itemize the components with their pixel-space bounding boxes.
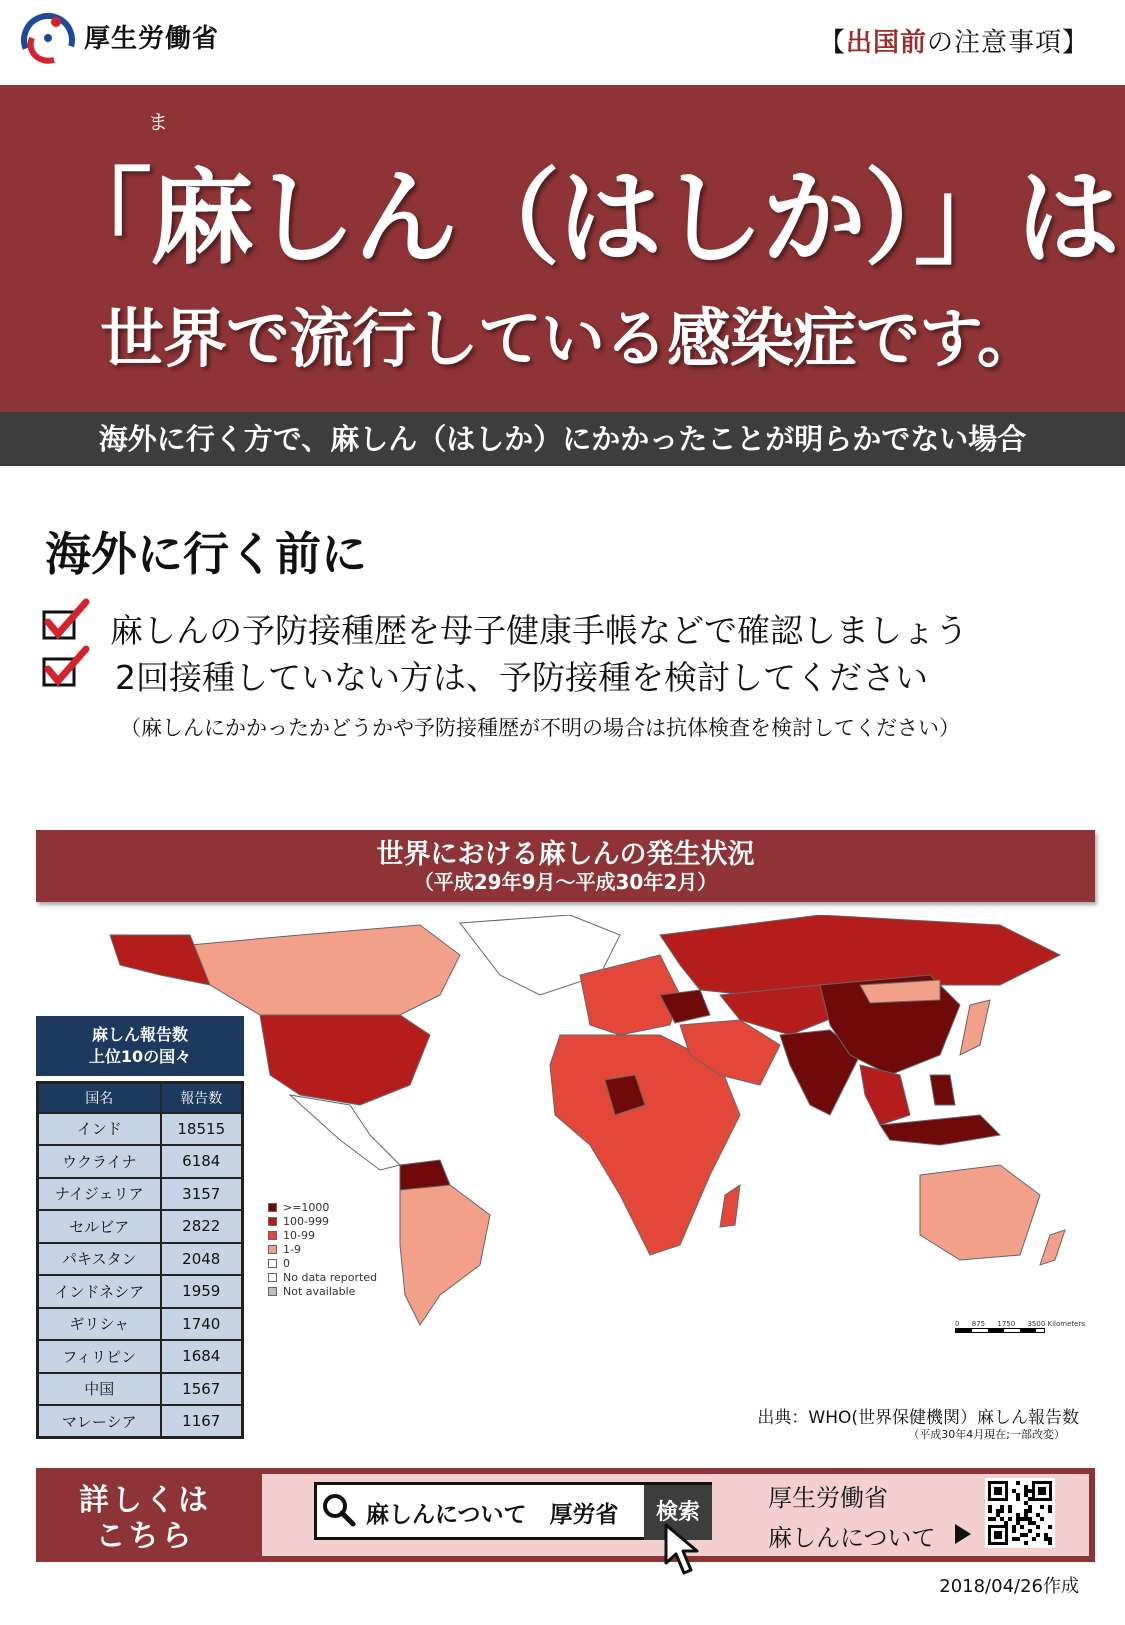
legend-swatch bbox=[268, 1217, 277, 1226]
table-row bbox=[38, 1243, 243, 1276]
data-source-date: （平成30年4月現在;一部改変） bbox=[908, 1428, 1065, 1441]
top10-table-heading: 麻しん報告数 上位10の国々 bbox=[36, 1016, 244, 1076]
count-cell: 1740 bbox=[161, 1308, 243, 1341]
country-cell: ウクライナ bbox=[38, 1145, 161, 1178]
section-heading: 海外に行く前に bbox=[45, 527, 367, 581]
count-cell: 1567 bbox=[161, 1373, 243, 1406]
legend-swatch bbox=[268, 1203, 277, 1212]
map-region-japan bbox=[960, 1000, 990, 1055]
legend-item bbox=[268, 1270, 377, 1284]
map-legend bbox=[268, 1200, 377, 1298]
link-ministry[interactable]: 厚生労働省 bbox=[768, 1484, 888, 1512]
legend-item bbox=[268, 1214, 377, 1228]
legend-item bbox=[268, 1200, 377, 1214]
world-measles-map bbox=[100, 915, 1100, 1335]
legend-swatch bbox=[268, 1245, 277, 1254]
legend-item bbox=[268, 1256, 377, 1270]
count-cell: 2048 bbox=[161, 1243, 243, 1276]
search-icon bbox=[322, 1493, 356, 1527]
legend-swatch bbox=[268, 1287, 277, 1296]
legend-item bbox=[268, 1242, 377, 1256]
map-scale: 0 875 1750 3500 Kilometers bbox=[955, 1320, 1085, 1333]
antibody-test-note: （麻しんにかかったかどうかや予防接種歴が不明の場合は抗体検査を検討してください） bbox=[120, 716, 960, 740]
table-row bbox=[38, 1340, 243, 1373]
legend-label: 0 bbox=[283, 1256, 290, 1270]
top10-countries-table bbox=[36, 1081, 244, 1439]
map-region-south-america bbox=[400, 1185, 490, 1325]
count-cell: 2822 bbox=[161, 1210, 243, 1243]
table-row bbox=[38, 1373, 243, 1406]
legend-label: 100-999 bbox=[283, 1214, 329, 1228]
ministry-name: 厚生労働省 bbox=[84, 24, 220, 54]
legend-swatch bbox=[268, 1259, 277, 1268]
map-region-philippines bbox=[930, 1075, 955, 1105]
country-cell: インドネシア bbox=[38, 1275, 161, 1308]
country-cell: フィリピン bbox=[38, 1340, 161, 1373]
search-query-text: 麻しんについて 厚労省 bbox=[366, 1502, 619, 1528]
link-measles-info[interactable]: 麻しんについて bbox=[768, 1524, 936, 1552]
subtitle-text: 海外に行く方で、麻しん（はしか）にかかったことが明らかでない場合 bbox=[98, 422, 1027, 456]
country-cell: 中国 bbox=[38, 1373, 161, 1406]
country-cell: ナイジェリア bbox=[38, 1178, 161, 1211]
country-cell: パキスタン bbox=[38, 1243, 161, 1276]
checkbox-checked-icon bbox=[40, 598, 90, 642]
legend-item bbox=[268, 1284, 377, 1298]
country-cell: マレーシア bbox=[38, 1405, 161, 1438]
column-header-country: 国名 bbox=[38, 1083, 161, 1113]
map-region-alaska bbox=[110, 935, 210, 985]
count-cell: 6184 bbox=[161, 1145, 243, 1178]
country-cell: インド bbox=[38, 1113, 161, 1146]
map-region-usa bbox=[260, 1015, 430, 1105]
page-title-line2: 世界で流行している感染症です。 bbox=[100, 303, 1040, 377]
legend-swatch bbox=[268, 1231, 277, 1240]
map-region-southeast-asia bbox=[860, 1065, 910, 1125]
table-row bbox=[38, 1178, 243, 1211]
table-row bbox=[38, 1113, 243, 1146]
map-region-madagascar bbox=[720, 1185, 740, 1227]
creation-date: 2018/04/26作成 bbox=[939, 1576, 1079, 1597]
legend-item bbox=[268, 1228, 377, 1242]
play-arrow-icon bbox=[953, 1522, 973, 1546]
table-row bbox=[38, 1275, 243, 1308]
legend-label: 10-99 bbox=[283, 1228, 315, 1242]
country-cell: セルビア bbox=[38, 1210, 161, 1243]
table-row bbox=[38, 1145, 243, 1178]
map-region-canada bbox=[190, 925, 460, 1025]
pre-departure-notice: 【出国前の注意事項】 bbox=[818, 28, 1089, 58]
map-region-mexico bbox=[290, 1095, 400, 1170]
legend-label: Not available bbox=[283, 1284, 356, 1298]
page-title: 「麻しん（はしか）」は bbox=[48, 157, 1119, 279]
count-cell: 1167 bbox=[161, 1405, 243, 1438]
qr-code-icon[interactable] bbox=[985, 1478, 1055, 1548]
legend-label: 1-9 bbox=[283, 1242, 301, 1256]
country-cell: ギリシャ bbox=[38, 1308, 161, 1341]
legend-label: >=1000 bbox=[283, 1200, 330, 1214]
check-item-2: 2回接種していない方は、予防接種を検討してください bbox=[115, 658, 928, 697]
details-label: 詳しくは こちら bbox=[79, 1483, 211, 1554]
map-region-new-zealand bbox=[1040, 1230, 1065, 1265]
map-region-australia bbox=[920, 1165, 1040, 1260]
count-cell: 3157 bbox=[161, 1178, 243, 1211]
search-button[interactable]: 検索 bbox=[644, 1485, 712, 1540]
table-row bbox=[38, 1405, 243, 1438]
title-ruby: ま bbox=[148, 110, 168, 134]
column-header-count: 報告数 bbox=[161, 1083, 243, 1113]
ministry-logo-icon bbox=[18, 8, 78, 68]
count-cell: 18515 bbox=[161, 1113, 243, 1146]
cursor-pointer-icon bbox=[664, 1523, 704, 1575]
check-item-1: 麻しんの予防接種歴を母子健康手帳などで確認しましょう bbox=[110, 611, 968, 650]
map-title: 世界における麻しんの発生状況 bbox=[376, 839, 755, 870]
checkbox-checked-icon bbox=[40, 645, 90, 689]
count-cell: 1684 bbox=[161, 1340, 243, 1373]
data-source: 出典：WHO(世界保健機関）麻しん報告数 bbox=[757, 1408, 1079, 1428]
table-row bbox=[38, 1210, 243, 1243]
table-row bbox=[38, 1308, 243, 1341]
legend-swatch bbox=[268, 1273, 277, 1282]
legend-label: No data reported bbox=[283, 1270, 378, 1284]
map-period: （平成29年9月～平成30年2月） bbox=[413, 870, 718, 894]
count-cell: 1959 bbox=[161, 1275, 243, 1308]
